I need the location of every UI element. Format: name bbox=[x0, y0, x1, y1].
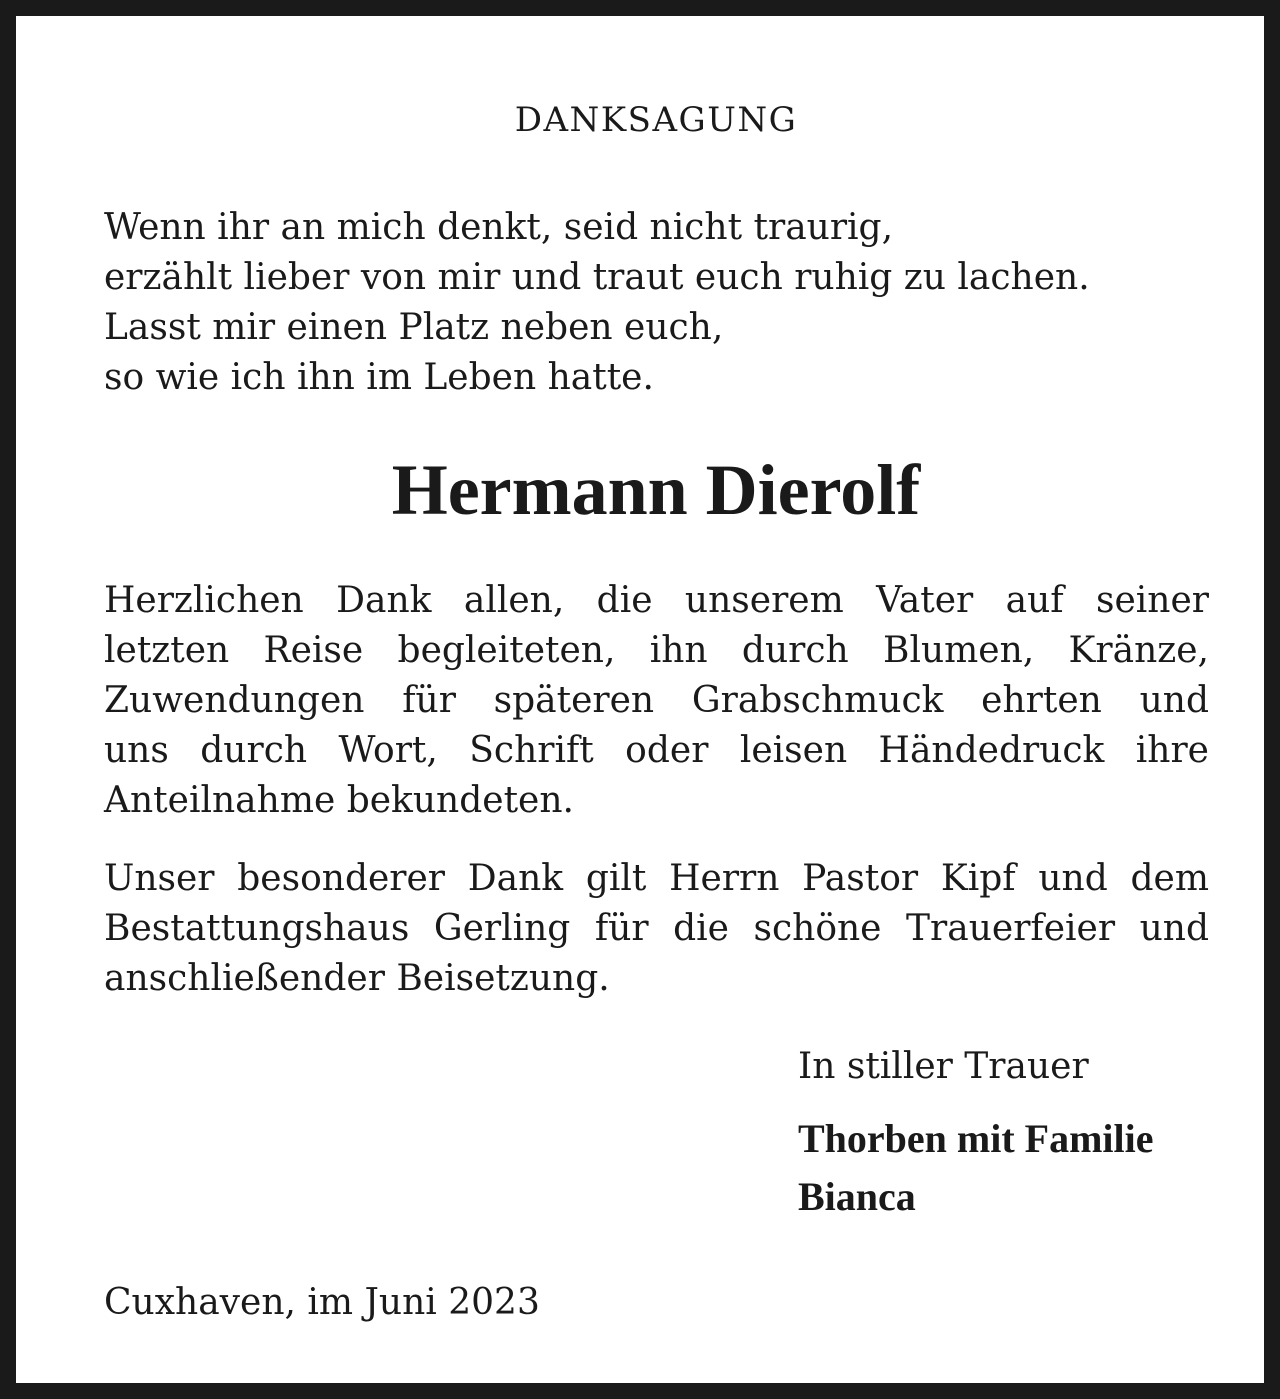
paragraph-line: Unser besonderer Dank gilt Herrn Pastor Kipf und dem bbox=[104, 858, 1209, 899]
paragraph-line: Zuwendungen für späteren Grabschmuck ehrten und bbox=[104, 680, 1209, 721]
poem bbox=[104, 203, 1090, 403]
notice-heading: DANKSAGUNG bbox=[514, 100, 798, 140]
paragraph-line: Herzlichen Dank allen, die unserem Vater auf seiner bbox=[104, 580, 1209, 621]
thanks-paragraph-1 bbox=[104, 576, 1209, 826]
thanks-paragraph-2 bbox=[104, 854, 1209, 1004]
paragraph-line: letzten Reise begleiteten, ihn durch Blumen, Kränze, bbox=[104, 630, 1209, 671]
paragraph-line: anschließender Beisetzung. bbox=[104, 958, 610, 999]
poem-line: Lasst mir einen Platz neben euch, bbox=[104, 307, 724, 348]
signatory: Bianca bbox=[798, 1174, 916, 1219]
deceased-name: Hermann Dierolf bbox=[391, 450, 921, 530]
poem-line: so wie ich ihn im Leben hatte. bbox=[104, 357, 654, 398]
paragraph-line: Anteilnahme bekundeten. bbox=[104, 780, 574, 821]
signatory: Thorben mit Familie bbox=[798, 1116, 1154, 1161]
place-date: Cuxhaven, im Juni 2023 bbox=[104, 1282, 540, 1323]
paragraph-line: uns durch Wort, Schrift oder leisen Händedruck ihre bbox=[104, 730, 1209, 771]
poem-line: Wenn ihr an mich denkt, seid nicht traurig, bbox=[104, 207, 894, 248]
poem-line: erzählt lieber von mir und traut euch ruhig zu lachen. bbox=[104, 257, 1090, 298]
paragraph-line: Bestattungshaus Gerling für die schöne Trauerfeier und bbox=[104, 908, 1209, 949]
closing-phrase: In stiller Trauer bbox=[798, 1046, 1089, 1087]
